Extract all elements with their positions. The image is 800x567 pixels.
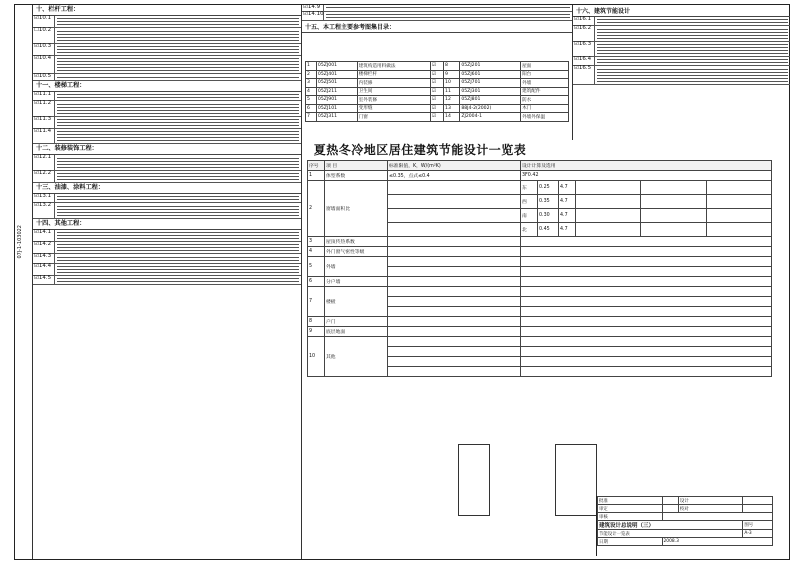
table-cell: 外墙外保温: [521, 113, 569, 122]
item-code: ☑12.1: [33, 155, 55, 169]
list-item: [33, 203, 301, 218]
kval: 4.7: [559, 181, 576, 195]
row-label: 底层地面: [325, 327, 388, 337]
tb-review: 审核: [598, 513, 663, 521]
list-item: [33, 194, 301, 203]
item-code: ☑14.4: [33, 264, 55, 275]
table-cell: 05ZJ201: [460, 62, 521, 71]
item-code: ☑14.2: [33, 242, 55, 253]
table-cell: 阳台: [521, 70, 569, 79]
item-code: ☐10.2: [33, 28, 55, 42]
table-cell: 内装修: [357, 79, 430, 88]
th-item: 项 目: [325, 161, 388, 171]
kval: 4.7: [559, 195, 576, 209]
list-item: [33, 28, 301, 43]
list-item: ☑14.10: [302, 12, 572, 21]
list-item: [33, 74, 301, 81]
table-cell: 14: [444, 113, 460, 122]
row-no: 4: [308, 247, 325, 257]
row-label: 楼板: [325, 287, 388, 317]
approval-stamp: [458, 444, 490, 516]
table-cell: ☑: [430, 104, 443, 113]
section-stair: 十一、楼梯工程：: [33, 81, 301, 92]
table-cell: 05ZJ401: [316, 70, 357, 79]
list-item: [573, 66, 790, 84]
row-label: 其他: [325, 337, 388, 377]
kval: 4.7: [559, 209, 576, 223]
table-cell: 05ZJ101: [316, 104, 357, 113]
row-no: 6: [308, 277, 325, 287]
row-limit: ≤0.35，点式≤0.4: [388, 171, 521, 181]
row-label: 体型系数: [325, 171, 388, 181]
table-cell: 7: [306, 113, 317, 122]
table-cell: 05ZJ301: [460, 87, 521, 96]
table-cell: 8: [444, 62, 460, 71]
table-cell: ☑: [430, 79, 443, 88]
title-block: [596, 496, 773, 556]
th-no: 序号: [308, 161, 325, 171]
list-item: [33, 242, 301, 254]
ratio: 0.25: [538, 181, 559, 195]
table-cell: ZJ2004-1: [460, 113, 521, 122]
table-cell: 10: [444, 79, 460, 88]
row-label: 外门窗气密性等级: [325, 247, 388, 257]
section-decoration: 十二、装修装饰工程：: [33, 144, 301, 155]
table-cell: ☑: [430, 70, 443, 79]
table-cell: 05ZJ211: [316, 87, 357, 96]
row-no: 5: [308, 257, 325, 277]
ratio: 0.35: [538, 195, 559, 209]
table-cell: 6: [306, 104, 317, 113]
item-code: ☑13.2: [33, 203, 55, 217]
margin-code: 07J-1-103022: [17, 225, 23, 259]
section-paint: 十三、油漆、涂料工程：: [33, 183, 301, 194]
item-code: ☑16.5: [573, 66, 595, 83]
row-label: 户门: [325, 317, 388, 327]
binding-margin: [15, 5, 33, 559]
table-row: [306, 87, 569, 96]
list-item: [573, 26, 790, 41]
table-row: [306, 96, 569, 105]
dir: 南: [521, 209, 538, 223]
table-cell: 建筑构造用料做法: [357, 62, 430, 71]
table-cell: 05ZJ601: [460, 70, 521, 79]
item-code: ☑16.2: [573, 26, 595, 40]
th-limit: 标准限值，K，W/(m²K): [388, 161, 521, 171]
list-item: [33, 16, 301, 28]
item-code: ☑14.5: [33, 276, 55, 284]
list-item: [33, 92, 301, 101]
tb-design: 设计: [678, 497, 743, 505]
item-code: ☑10.1: [33, 16, 55, 27]
table-cell: ☑: [430, 96, 443, 105]
table-row: [306, 79, 569, 88]
list-item: [33, 171, 301, 183]
section-atlas: 十五、本工程主要参考图集目录：: [302, 21, 572, 33]
dir: 西: [521, 195, 538, 209]
dir: 北: [521, 223, 538, 237]
table-cell: 5: [306, 96, 317, 105]
table-cell: ☑: [430, 113, 443, 122]
list-item: [33, 56, 301, 74]
table-cell: 防水: [521, 96, 569, 105]
table-cell: 05ZJ001: [316, 62, 357, 71]
item-code: ☑16.3: [573, 42, 595, 56]
atlas-table: [305, 61, 569, 122]
table-cell: 建筑配件: [521, 87, 569, 96]
item-code: ☑10.5: [33, 74, 55, 80]
review-stamp: [555, 444, 597, 516]
list-item: [33, 264, 301, 276]
tb-drawing-sub: 节能设计一览表: [598, 530, 743, 538]
list-item: [33, 101, 301, 116]
section-railing: 十、栏杆工程：: [33, 5, 301, 16]
row-no: 8: [308, 317, 325, 327]
section-energy: 十六、建筑节能设计: [573, 5, 790, 17]
table-cell: 11: [444, 87, 460, 96]
table-row: [306, 113, 569, 122]
table-cell: 88J4-2(2002): [460, 104, 521, 113]
row-label: 外墙: [325, 257, 388, 277]
table-cell: 4: [306, 87, 317, 96]
item-code: ☑11.3: [33, 117, 55, 128]
list-item: [33, 44, 301, 56]
list-item: [573, 17, 790, 26]
list-item: [33, 117, 301, 129]
kval: 4.7: [559, 223, 576, 237]
list-item: ☑14.9: [302, 5, 572, 12]
list-item: [33, 230, 301, 242]
list-item: [33, 155, 301, 170]
energy-table: [307, 160, 772, 377]
row-no: 9: [308, 327, 325, 337]
left-column: [33, 5, 302, 559]
table-row: [306, 62, 569, 71]
table-cell: 13: [444, 104, 460, 113]
table-row: [306, 70, 569, 79]
section-other: 十四、其他工程：: [33, 219, 301, 230]
row-no: 3: [308, 237, 325, 247]
item-code: ☑10.4: [33, 56, 55, 73]
item-code: ☑12.2: [33, 171, 55, 182]
row-label: 分户墙: [325, 277, 388, 287]
item-code: ☑11.2: [33, 101, 55, 115]
table-cell: 变形缝: [357, 104, 430, 113]
item-code: ☑16.4: [573, 57, 595, 65]
table-cell: 木门: [521, 104, 569, 113]
list-item: [33, 254, 301, 263]
table-row: [306, 104, 569, 113]
table-cell: ☑: [430, 87, 443, 96]
row-no: 1: [308, 171, 325, 181]
table-cell: 12: [444, 96, 460, 105]
tb-verify: 审定: [598, 505, 663, 513]
list-item: [573, 42, 790, 57]
list-item: [33, 129, 301, 144]
item-code: ☑11.4: [33, 129, 55, 143]
item-code: ☑14.3: [33, 254, 55, 262]
list-item: [33, 276, 301, 285]
table-cell: 屋面: [521, 62, 569, 71]
tb-drawing-name: 建筑设计总说明（三）: [598, 521, 743, 530]
list-item: [573, 57, 790, 66]
dir: 东: [521, 181, 538, 195]
tb-no-label: 图号: [743, 521, 773, 530]
row-label: 窗墙面积比: [325, 181, 388, 237]
table-cell: 9: [444, 70, 460, 79]
table-cell: ☑: [430, 62, 443, 71]
table-cell: 室外装修: [357, 96, 430, 105]
table-cell: 楼梯栏杆: [357, 70, 430, 79]
table-cell: 卫生间: [357, 87, 430, 96]
item-code: ☑14.1: [33, 230, 55, 241]
table-cell: 门窗: [357, 113, 430, 122]
item-code: ☑16.1: [573, 17, 595, 25]
tb-date-label: 日期: [598, 538, 663, 546]
table-cell: 2: [306, 70, 317, 79]
ratio: 0.45: [538, 223, 559, 237]
row-no: 2: [308, 181, 325, 237]
row-no: 10: [308, 337, 325, 377]
table-cell: 05ZJ501: [316, 79, 357, 88]
tb-check: 校对: [678, 505, 743, 513]
tb-approve: 批准: [598, 497, 663, 505]
table-cell: 05ZJ901: [316, 96, 357, 105]
tb-date: 2008.3: [662, 538, 773, 546]
row-no: 7: [308, 287, 325, 317]
page-title: 夏热冬冷地区居住建筑节能设计一览表: [313, 143, 527, 157]
table-cell: 外墙: [521, 79, 569, 88]
table-cell: 3: [306, 79, 317, 88]
row-design: 3F0.42: [521, 171, 772, 181]
table-cell: 05ZJ701: [460, 79, 521, 88]
table-cell: 05ZJ311: [316, 113, 357, 122]
table-cell: 1: [306, 62, 317, 71]
table-cell: 05ZJ801: [460, 96, 521, 105]
item-code: ☑11.1: [33, 92, 55, 100]
th-design: 设计计算及选用: [521, 161, 772, 171]
item-code: ☑13.1: [33, 194, 55, 202]
tb-no: A-3: [743, 530, 773, 538]
ratio: 0.30: [538, 209, 559, 223]
right-column: [572, 5, 790, 140]
row-label: 屋顶传热系数: [325, 237, 388, 247]
item-code: ☑10.3: [33, 44, 55, 55]
